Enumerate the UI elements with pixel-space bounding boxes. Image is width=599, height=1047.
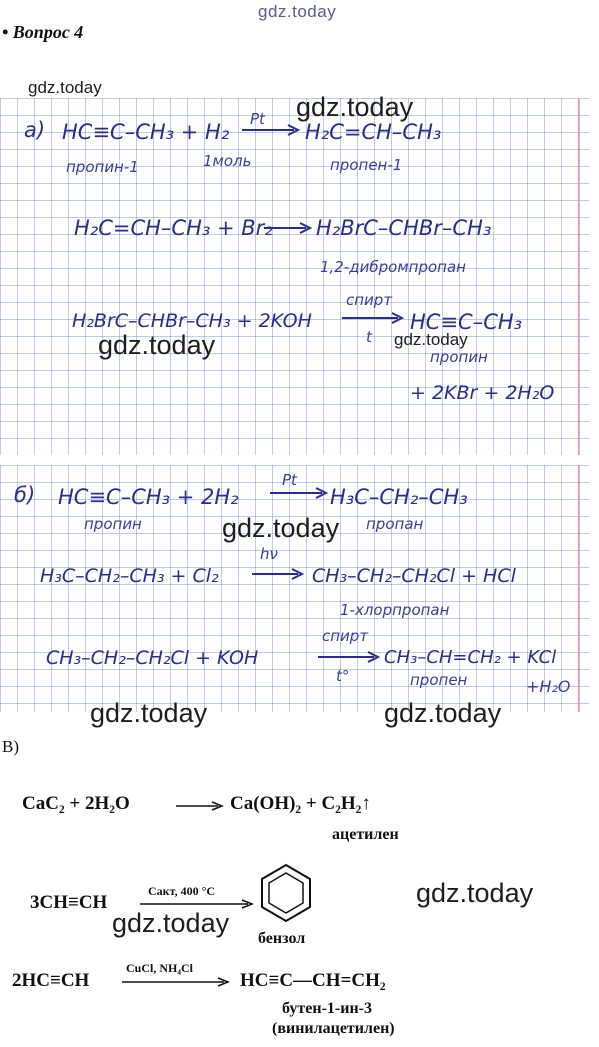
v3-left: 2HC≡CH [12, 970, 90, 991]
part-a-label: а) [24, 118, 46, 142]
v3-name-alt: (винилацетилен) [272, 1020, 395, 1037]
b2-condition: hν [260, 545, 278, 563]
b3-name: пропен [410, 671, 468, 689]
a1-note: 1моль [203, 152, 252, 170]
v1-arrow [174, 800, 226, 812]
part-b-label: б) [14, 483, 36, 507]
b2-left: H₃C–CH₂–CH₃ + Cl₂ [40, 565, 219, 587]
a1-arrow [240, 124, 302, 136]
part-v-label: В) [2, 737, 19, 756]
a3-extra: + 2KBr + 2H₂O [410, 382, 555, 404]
b3-arrow [316, 651, 382, 663]
watermark: gdz.today [416, 878, 534, 908]
b2-right: CH₃–CH₂–CH₂Cl + HCl [312, 565, 516, 587]
a1-left: HC≡C–CH₃ + H₂ [62, 120, 230, 144]
v3-name: бутен-1-ин-3 [282, 1000, 372, 1017]
watermark: gdz.today [28, 78, 102, 97]
v3-right: HC≡C—CH=CH₂ [240, 970, 386, 991]
benzene-ring-icon [258, 862, 314, 924]
a2-name: 1,2-дибромпропан [320, 258, 466, 276]
a1-condition: Pt [250, 110, 265, 128]
b1-right: H₃C–CH₂–CH₃ [330, 485, 468, 509]
a1-name-left: пропин-1 [66, 158, 139, 176]
b1-arrow [268, 487, 330, 499]
watermark: gdz.today [296, 92, 414, 122]
watermark: gdz.today [384, 698, 502, 728]
a3-name: пропин [430, 348, 488, 366]
b1-condition: Pt [282, 471, 297, 489]
v2-left: 3CH≡CH [30, 892, 108, 913]
a3-condition-top: спирт [346, 291, 393, 309]
margin-line [578, 465, 580, 712]
a3-arrow [340, 312, 406, 324]
watermark: gdz.today [98, 330, 216, 360]
a2-left: H₂C=CH–CH₃ + Br₂ [74, 216, 273, 240]
watermark: gdz.today [394, 330, 468, 349]
watermark: gdz.today [112, 908, 230, 938]
a1-right: H₂C=CH–CH₃ [305, 120, 442, 144]
v1-name: ацетилен [332, 826, 399, 843]
margin-line [578, 98, 580, 455]
handwritten-sheet-a [0, 78, 589, 455]
watermark: gdz.today [222, 513, 340, 543]
v2-name: бензол [258, 930, 306, 947]
a2-arrow [262, 222, 314, 234]
v3-condition: CuCl, NH₄Cl [126, 961, 193, 975]
a3-right: HC≡C–CH₃ [410, 310, 523, 334]
a1-name-right: пропен-1 [330, 156, 403, 174]
b3-condition-top: спирт [322, 627, 369, 645]
v1-left: CaC₂ + 2H₂O [22, 793, 130, 814]
a2-right: H₂BrC–CHBr–CH₃ [316, 216, 492, 240]
handwritten-sheet-b [0, 465, 589, 712]
a3-condition-bottom: t [366, 328, 372, 346]
b1-name-left: пропин [84, 515, 142, 533]
b2-name: 1-хлорпропан [340, 601, 450, 619]
watermark: gdz.today [90, 698, 208, 728]
b1-name-right: пропан [366, 515, 424, 533]
b3-right: CH₃–CH=CH₂ + KCl [384, 647, 557, 668]
b3-condition-bottom: t° [336, 667, 350, 685]
b3-left: CH₃–CH₂–CH₂Cl + KOH [46, 647, 259, 669]
b2-arrow [250, 568, 306, 580]
v1-right: Ca(OH)₂ + C₂H₂↑ [230, 793, 371, 814]
watermark-top: gdz.today [258, 2, 337, 21]
b1-left: HC≡C–CH₃ + 2H₂ [58, 485, 239, 509]
v2-condition: Cакт, 400 °C [148, 884, 216, 898]
v3-arrow [120, 976, 232, 988]
b3-extra: +H₂O [526, 677, 571, 696]
question-title: • Вопрос 4 [2, 22, 84, 42]
a3-left: H₂BrC–CHBr–CH₃ + 2KOH [72, 310, 312, 332]
